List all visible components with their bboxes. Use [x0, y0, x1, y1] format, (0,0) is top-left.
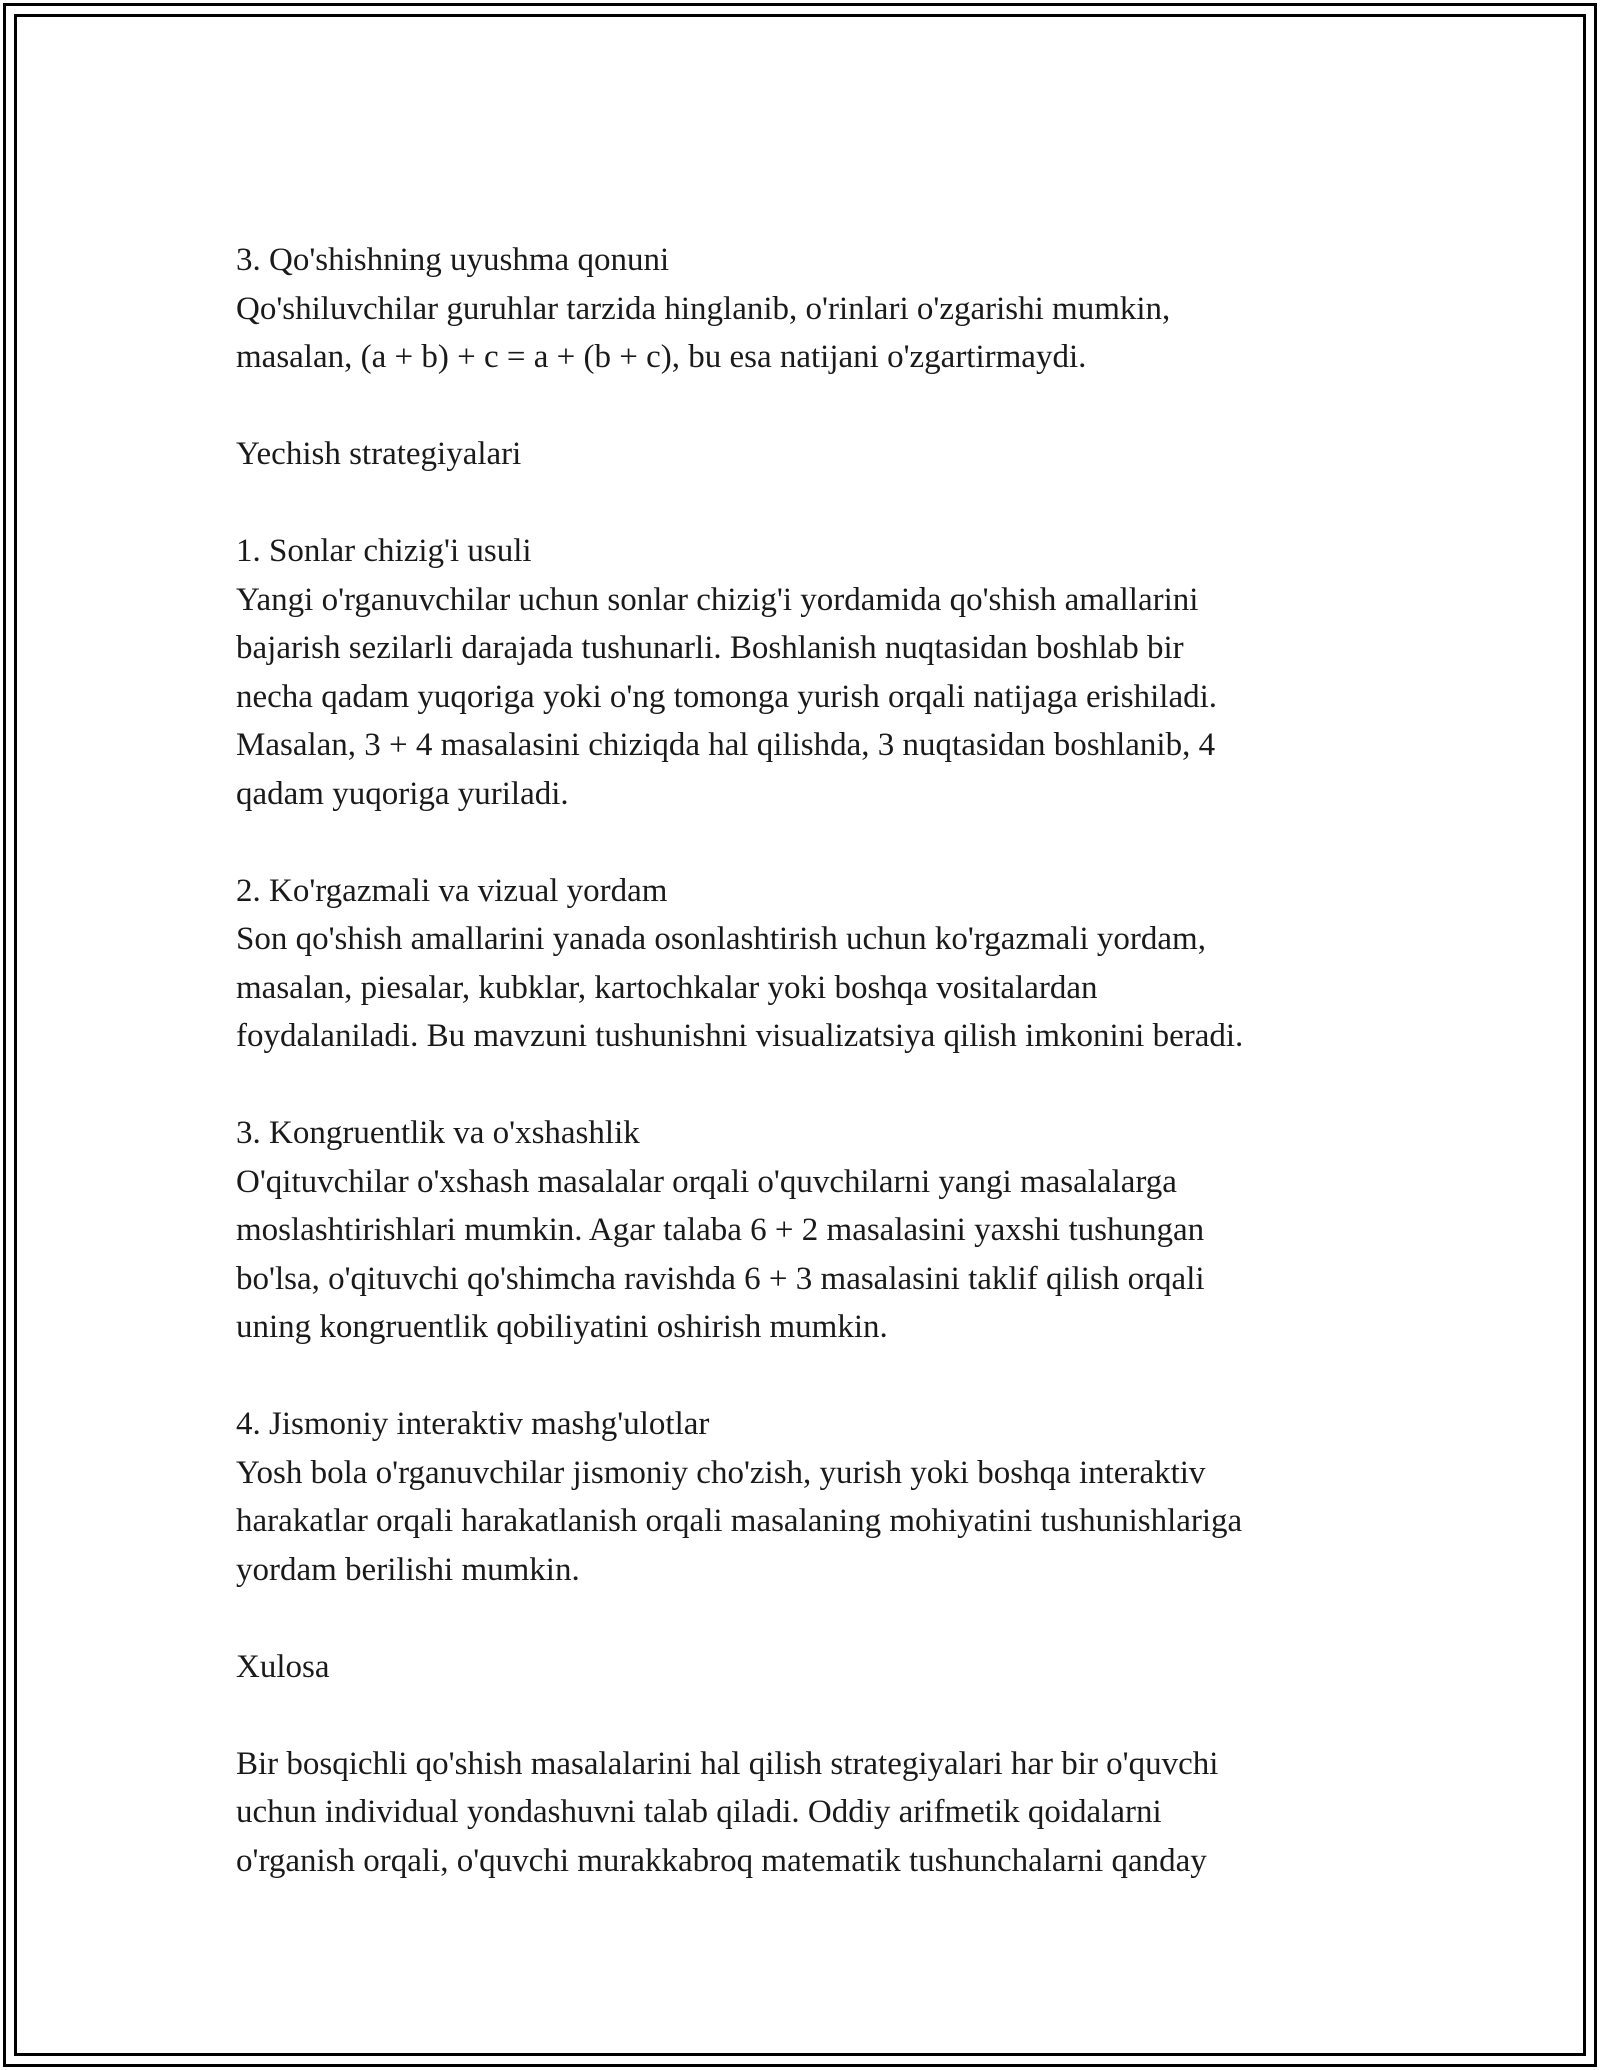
text-line: Bir bosqichli qo'shish masalalarini hal qilish strategiyalari har bir o'quvchi — [236, 1745, 1219, 1782]
section-strategies-title — [236, 430, 1376, 479]
text-line: uchun individual yondashuvni talab qiladi. Oddiy arifmetik qoidalarni — [236, 1794, 1162, 1830]
section-heading: 3. Kongruentlik va o'xshashlik — [236, 1115, 640, 1151]
text-line: masalan, (a + b) + c = a + (b + c), bu esa natijani o'zgartirmaydi. — [236, 339, 1087, 375]
text-line: Masalan, 3 + 4 masalasini chiziqda hal qilishda, 3 nuqtasidan boshlanib, 4 — [236, 727, 1216, 763]
text-line: Son qo'shish amallarini yanada osonlashtirish uchun ko'rgazmali yordam, — [236, 921, 1206, 957]
section-heading: 1. Sonlar chizig'i usuli — [236, 533, 532, 569]
section-associative-law — [236, 236, 1376, 382]
section-heading: 4. Jismoniy interaktiv mashg'ulotlar — [236, 1406, 710, 1442]
section-heading: 3. Qo'shishning uyushma qonuni — [236, 242, 670, 278]
text-line: bajarish sezilarli darajada tushunarli. Boshlanish nuqtasidan boshlab bir — [236, 630, 1184, 666]
section-heading: 2. Ko'rgazmali va vizual yordam — [236, 872, 668, 909]
section-heading: Xulosa — [236, 1648, 330, 1685]
section-heading: Yechish strategiyalari — [236, 436, 522, 472]
section-physical-activities — [236, 1400, 1376, 1594]
text-line: foydalaniladi. Bu mavzuni tushunishni visualizatsiya qilish imkonini beradi. — [236, 1018, 1244, 1054]
text-line: bo'lsa, o'qituvchi qo'shimcha ravishda 6 + 3 masalasini taklif qilish orqali — [236, 1260, 1205, 1297]
text-line: uning kongruentlik qobiliyatini oshirish mumkin. — [236, 1309, 888, 1345]
text-line: masalan, piesalar, kubklar, kartochkalar yoki boshqa vositalardan — [236, 969, 1098, 1006]
text-line: yordam berilishi mumkin. — [236, 1551, 580, 1588]
section-conclusion-body — [236, 1740, 1376, 1886]
text-line: qadam yuqoriga yuriladi. — [236, 775, 569, 812]
text-line: O'qituvchilar o'xshash masalalar orqali o'quvchilarni yangi masalalarga — [236, 1163, 1177, 1200]
text-line: Yangi o'rganuvchilar uchun sonlar chizig'i yordamida qo'shish amallarini — [236, 581, 1199, 618]
text-line: moslashtirishlari mumkin. Agar talaba 6 + 2 masalasini yaxshi tushungan — [236, 1212, 1205, 1248]
text-line: o'rganish orqali, o'quvchi murakkabroq matematik tushunchalarni qanday — [236, 1842, 1207, 1879]
text-line: harakatlar orqali harakatlanish orqali masalaning mohiyatini tushunishlariga — [236, 1503, 1243, 1539]
text-line: Yosh bola o'rganuvchilar jismoniy cho'zish, yurish yoki boshqa interaktiv — [236, 1454, 1206, 1491]
section-number-line — [236, 527, 1376, 818]
document-body — [236, 236, 1376, 1934]
section-visual-aid — [236, 867, 1376, 1061]
text-line: Qo'shiluvchilar guruhlar tarzida hinglanib, o'rinlari o'zgarishi mumkin, — [236, 290, 1171, 327]
section-congruence — [236, 1109, 1376, 1352]
text-line: necha qadam yuqoriga yoki o'ng tomonga yurish orqali natijaga erishiladi. — [236, 678, 1218, 715]
section-conclusion-title — [236, 1643, 1376, 1692]
